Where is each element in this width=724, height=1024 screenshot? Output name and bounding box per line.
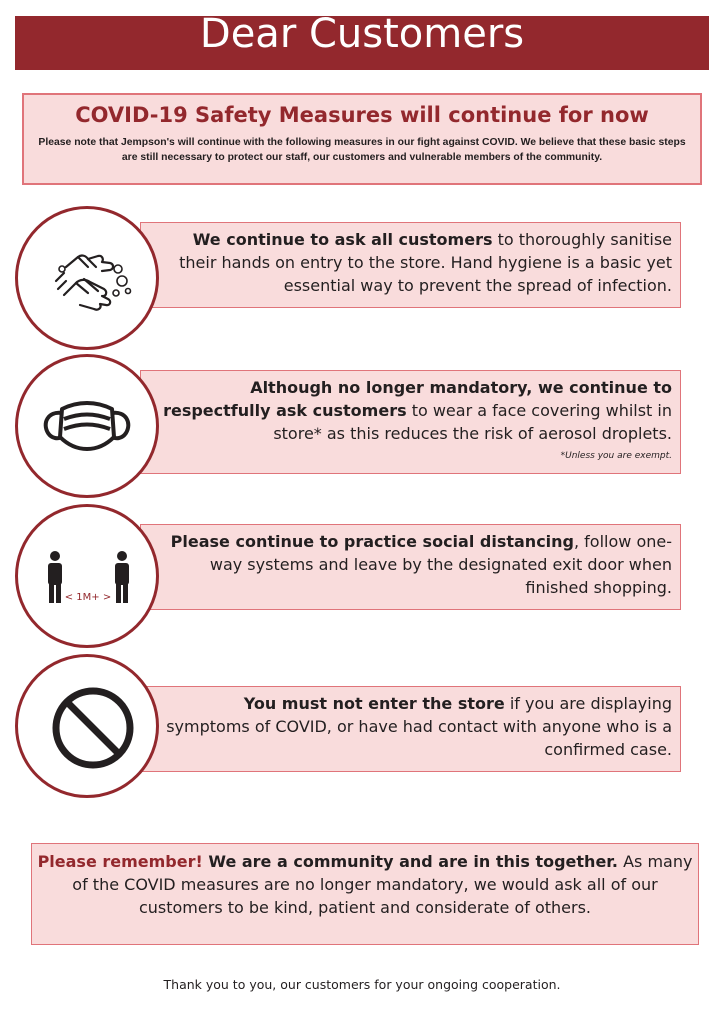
hand-washing-circle	[15, 206, 159, 350]
remember-text: As many of the COVID measures are no longer mandatory, we would ask all of our customers to be kind, patient and considerate of others.	[72, 852, 693, 917]
face-mask-circle	[15, 354, 159, 498]
remember-box	[31, 843, 699, 945]
social-distancing-icon	[18, 507, 156, 645]
header-banner	[15, 11, 709, 70]
remember-bold: We are a community and are in this together.	[202, 852, 618, 871]
measure-hand-sanitise	[140, 222, 681, 308]
exemption-note: *Unless you are exempt.	[560, 451, 672, 461]
measure-bold: You must not enter the store	[243, 694, 505, 713]
measure-text: , follow one-way systems and leave by the designated exit door when finished shopping.	[209, 532, 672, 597]
face-mask-icon	[18, 357, 156, 495]
page-title: Dear Customers	[199, 11, 525, 57]
measure-bold: Although no longer mandatory, we continue to respectfully ask customers	[163, 378, 672, 420]
distance-label: < 1M+ >	[64, 592, 112, 603]
no-entry-circle	[15, 654, 159, 798]
measure-text: to wear a face covering whilst in store* as this reduces the risk of aerosol droplets.	[273, 401, 672, 443]
measure-face-covering	[140, 370, 681, 474]
intro-box	[22, 93, 702, 185]
measure-text: if you are displaying symptoms of COVID, or have had contact with anyone who is a confirmed case.	[166, 694, 672, 759]
measure-do-not-enter	[140, 686, 681, 772]
social-distancing-circle	[15, 504, 159, 648]
intro-text: Please note that Jempson's will continue with the following measures in our fight against COVID. We believe that these basic steps are still necessary to protect our staff, our customers and vulnerable members of the community.	[38, 137, 686, 163]
measure-social-distancing	[140, 524, 681, 610]
intro-heading: COVID-19 Safety Measures will continue for now	[75, 103, 649, 127]
remember-lead: Please remember!	[37, 852, 203, 871]
measure-bold: Please continue to practice social distancing	[170, 532, 574, 551]
hand-washing-icon	[18, 209, 156, 347]
no-entry-icon	[18, 657, 156, 795]
measure-bold: We continue to ask all customers	[192, 230, 493, 249]
footer-thanks: Thank you to you, our customers for your ongoing cooperation.	[163, 977, 561, 992]
measure-text: to thoroughly sanitise their hands on entry to the store. Hand hygiene is a basic yet essential way to prevent the spread of infection.	[179, 230, 672, 295]
